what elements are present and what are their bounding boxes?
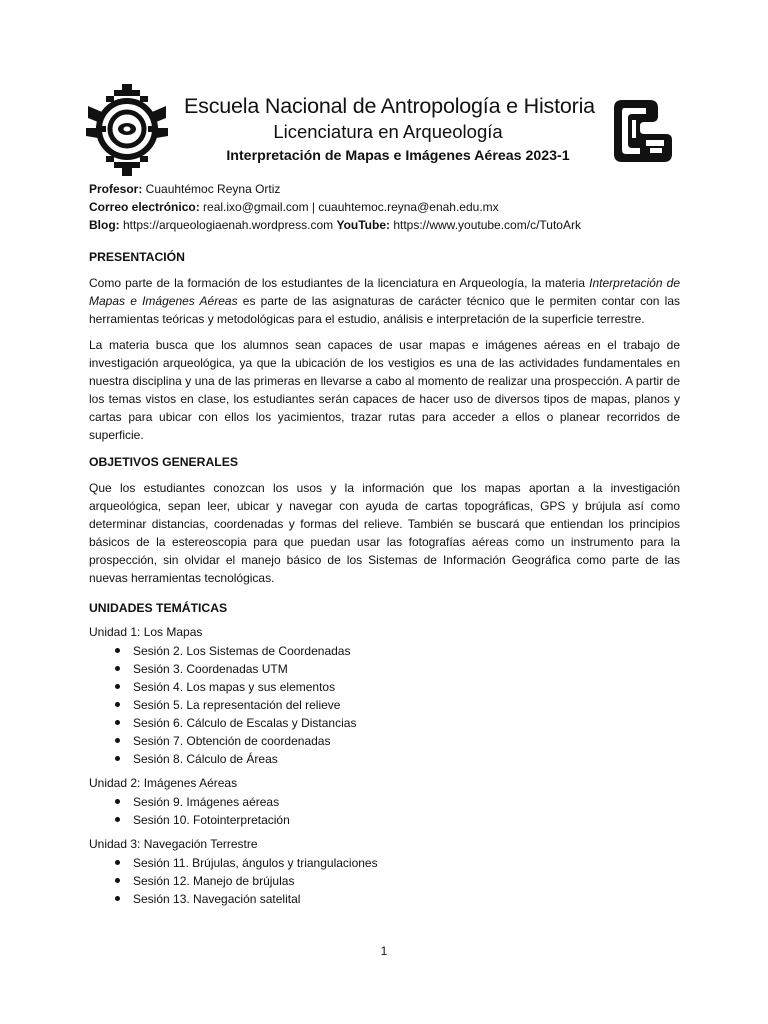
list-item: Sesión 13. Navegación satelital [89,890,680,908]
list-item: Sesión 8. Cálculo de Áreas [89,750,680,768]
presentacion-paragraph-1 [89,274,680,328]
presentacion-paragraph-2: La materia busca que los alumnos sean capaces de usar mapas e imágenes aéreas en el trabajo de investigación arqueológica, ya que la ubicación de los vestigios es una de las actividades fundamentales en nuestra disciplina y una de las primeras en llevarse a cabo al momento de realizar una prospección. A partir de los temas vistos en clase, los estudiantes serán capaces de hacer uso de diversos tipos de mapas, planos y cartas para ubicar con ellos los yacimientos, trazar rutas para acceder a ellos o planear recorridos de superficie. [89,338,680,442]
list-item: Sesión 9. Imágenes aéreas [89,793,680,811]
course-name-italic: Interpretación de Mapas e Imágenes Aéreas [89,276,680,308]
list-item: Sesión 5. La representación del relieve [89,696,680,714]
profesor-line [89,180,680,198]
presentacion-heading: PRESENTACIÓN [89,250,185,264]
objetivos-paragraph: Que los estudiantes conozcan los usos y la información que los mapas aportan a la investigación arqueológica, sepan leer, ubicar y navegar con ayuda de cartas topográficas, GPS y brújula así como determinar distancias, coordenadas y formas del relieve. También se buscará que entiendan los principios básicos de la estereoscopia para que puedan usar las fotografías aéreas como un instrumento para la prospección, sin olvidar el manejo básico de los Sistemas de Información Geográfica como parte de las nuevas herramientas tecnológicas. [89,481,680,585]
youtube-label: YouTube: [336,218,390,232]
course-title: Interpretación de Mapas e Imágenes Aéreas 2023-1 [226,148,570,164]
session-list [89,793,680,829]
presentacion-p1-before: Como parte de la formación de los estudiantes de la licenciatura en Arqueología, la materia [89,276,590,290]
correo-label: Correo electrónico: [89,200,200,214]
institution-title: Escuela Nacional de Antropología e Historia [184,94,595,118]
blog-value: https://arqueologiaenah.wordpress.com [119,218,337,232]
list-item: Sesión 11. Brújulas, ángulos y triangulaciones [89,854,680,872]
unidades-heading: UNIDADES TEMÁTICAS [89,601,228,615]
list-item: Sesión 4. Los mapas y sus elementos [89,678,680,696]
blog-line [89,216,680,234]
degree-subtitle: Licenciatura en Arqueología [273,121,503,142]
list-item: Sesión 12. Manejo de brújulas [89,872,680,890]
archaeology-logo-icon [610,96,676,164]
presentacion-p1-after: es parte de las asignaturas de carácter técnico que le permiten contar con las herramientas teóricas y metodológicas para el estudio, análisis e interpretación de la superficie terrestre. [89,294,681,326]
list-item: Sesión 3. Coordenadas UTM [89,660,680,678]
objetivos-heading: OBJETIVOS GENERALES [89,455,238,469]
session-list [89,642,680,768]
document-body [89,180,680,908]
list-item: Sesión 2. Los Sistemas de Coordenadas [89,642,680,660]
profesor-label: Profesor: [89,182,143,196]
list-item: Sesión 7. Obtención de coordenadas [89,732,680,750]
youtube-value: https://www.youtube.com/c/TutoArk [390,218,581,232]
correo-line [89,198,680,216]
profesor-value: Cuauhtémoc Reyna Ortiz [142,182,281,196]
correo-value: real.ixo@gmail.com | cuauhtemoc.reyna@enah.edu.mx [199,200,499,214]
blog-label: Blog: [89,218,120,232]
list-item: Sesión 10. Fotointerpretación [89,811,680,829]
unit-title: Unidad 2: Imágenes Aéreas [89,776,238,790]
session-list [89,854,680,908]
list-item: Sesión 6. Cálculo de Escalas y Distancias [89,714,680,732]
unit-title: Unidad 1: Los Mapas [89,625,203,639]
page-number: 1 [380,944,388,958]
unit-title: Unidad 3: Navegación Terrestre [89,837,258,851]
document-header [0,84,768,184]
